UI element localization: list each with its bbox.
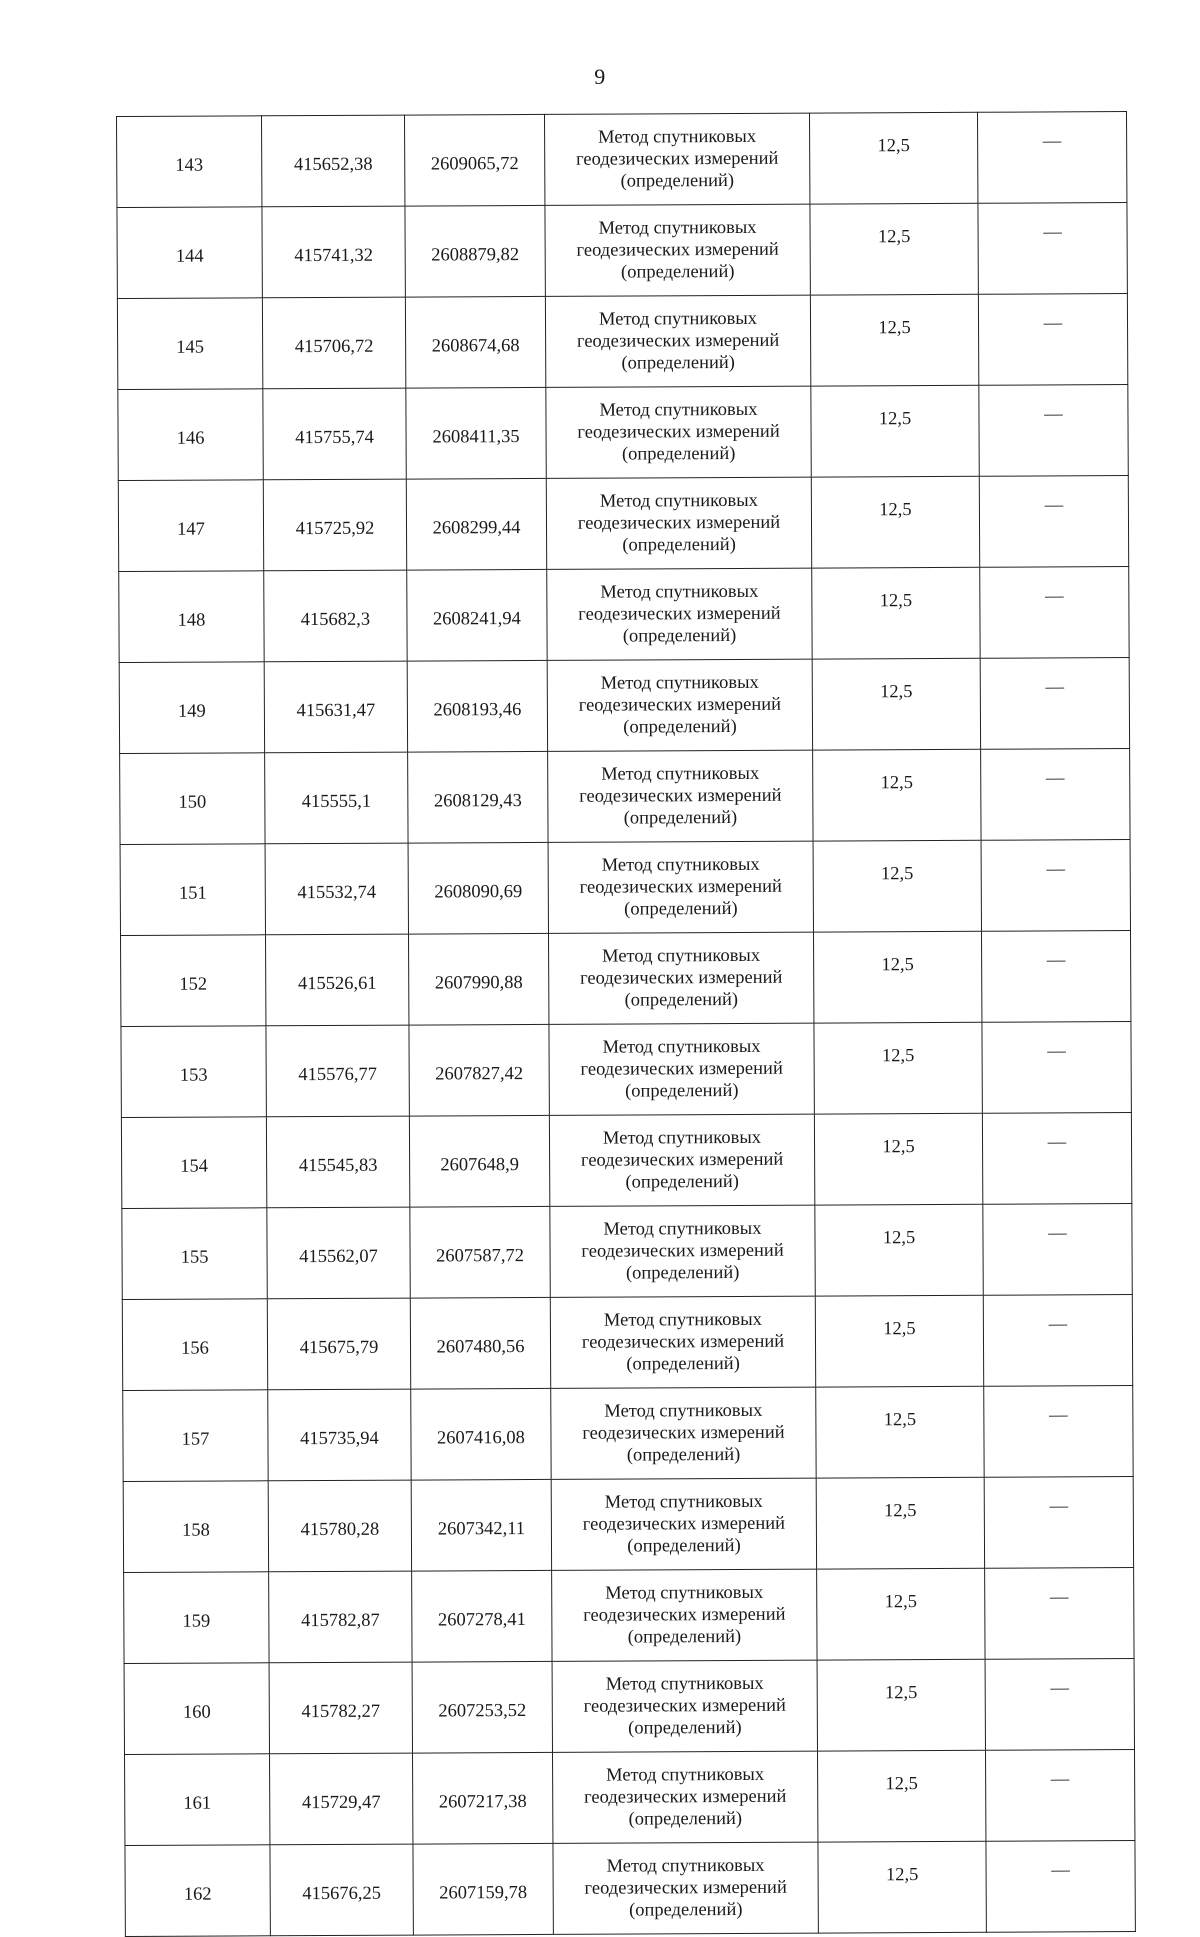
x-coordinate-cell: 415676,25 <box>270 1844 413 1936</box>
method-line: (определений) <box>623 807 738 829</box>
extra-cell: — <box>981 840 1130 932</box>
method-line: геодезических измерений <box>577 421 780 443</box>
y-coordinate-cell: 2608129,43 <box>408 751 548 843</box>
table-row <box>121 1022 1131 1118</box>
x-coordinate-cell: 415562,07 <box>267 1207 410 1299</box>
y-coordinate-cell: 2608411,35 <box>406 387 546 479</box>
method-line: Метод спутниковых <box>605 1582 764 1604</box>
point-number-cell: 153 <box>121 1026 266 1118</box>
method-line: Метод спутниковых <box>598 308 758 330</box>
method-line: (определений) <box>620 261 735 283</box>
method-line: (определений) <box>626 1444 741 1466</box>
method-line: Метод спутниковых <box>603 1309 762 1331</box>
page-number: 9 <box>594 64 606 89</box>
accuracy-cell: 12,5 <box>816 1386 984 1478</box>
x-coordinate-cell: 415735,94 <box>268 1389 411 1481</box>
point-number-cell: 149 <box>119 662 264 754</box>
table-row <box>121 1113 1131 1209</box>
method-cell <box>544 113 809 205</box>
extra-cell: — <box>983 1204 1132 1296</box>
x-coordinate-cell: 415782,87 <box>269 1571 412 1663</box>
table-row <box>119 658 1129 754</box>
table-row <box>125 1841 1135 1937</box>
method-line: геодезических измерений <box>576 330 780 352</box>
method-cell <box>545 295 810 387</box>
x-coordinate-cell: 415725,92 <box>263 479 406 571</box>
method-line: (определений) <box>628 1717 742 1739</box>
extra-cell: — <box>977 112 1126 204</box>
x-coordinate-cell: 415631,47 <box>264 661 407 753</box>
y-coordinate-cell: 2608090,69 <box>408 842 548 934</box>
extra-cell: — <box>982 1113 1131 1205</box>
method-line: геодезических измерений <box>583 1604 786 1626</box>
point-number-cell: 151 <box>120 844 265 936</box>
accuracy-cell: 12,5 <box>814 1022 982 1114</box>
method-line: геодезических измерений <box>580 967 783 989</box>
accuracy-cell: 12,5 <box>811 476 979 568</box>
method-line: (определений) <box>622 534 736 556</box>
table-row <box>117 203 1127 299</box>
x-coordinate-cell: 415755,74 <box>263 388 406 480</box>
method-cell <box>553 1842 818 1934</box>
accuracy-cell: 12,5 <box>817 1568 985 1660</box>
method-line: Метод спутниковых <box>602 1036 761 1058</box>
accuracy-cell: 12,5 <box>813 749 981 841</box>
method-line: Метод спутниковых <box>601 763 760 785</box>
y-coordinate-cell: 2607159,78 <box>413 1843 553 1935</box>
extra-cell: — <box>980 567 1129 659</box>
method-cell <box>552 1569 817 1661</box>
point-number-cell: 155 <box>122 1208 267 1300</box>
table-row <box>124 1659 1134 1755</box>
method-cell <box>551 1387 816 1479</box>
table-row <box>121 931 1131 1027</box>
table-row <box>125 1750 1135 1846</box>
method-line: (определений) <box>626 1353 740 1375</box>
point-number-cell: 154 <box>121 1117 266 1209</box>
method-line: геодезических измерений <box>582 1422 785 1444</box>
coordinates-table-container <box>116 111 1135 1937</box>
method-line: (определений) <box>628 1808 743 1830</box>
method-cell <box>546 386 811 478</box>
accuracy-cell: 12,5 <box>810 203 978 295</box>
y-coordinate-cell: 2607253,52 <box>412 1661 552 1753</box>
extra-cell: — <box>980 658 1129 750</box>
method-line: (определений) <box>625 1262 740 1284</box>
method-line: Метод спутниковых <box>604 1491 763 1513</box>
method-cell <box>551 1478 816 1570</box>
extra-cell: — <box>983 1295 1132 1387</box>
method-line: Метод спутниковых <box>605 1673 764 1695</box>
accuracy-cell: 12,5 <box>812 658 980 750</box>
x-coordinate-cell: 415782,27 <box>269 1662 412 1754</box>
accuracy-cell: 12,5 <box>817 1659 985 1751</box>
y-coordinate-cell: 2609065,72 <box>404 114 544 206</box>
x-coordinate-cell: 415545,83 <box>266 1116 409 1208</box>
method-cell <box>547 659 812 751</box>
accuracy-cell: 12,5 <box>809 112 977 204</box>
method-line: геодезических измерений <box>583 1695 786 1717</box>
accuracy-cell: 12,5 <box>818 1841 986 1933</box>
y-coordinate-cell: 2607990,88 <box>409 933 549 1025</box>
extra-cell: — <box>985 1750 1134 1842</box>
method-line: геодезических измерений <box>584 1877 787 1899</box>
accuracy-cell: 12,5 <box>812 567 980 659</box>
accuracy-cell: 12,5 <box>815 1295 983 1387</box>
x-coordinate-cell: 415526,61 <box>266 934 409 1026</box>
method-line: геодезических измерений <box>581 1331 785 1353</box>
point-number-cell: 157 <box>123 1390 268 1482</box>
method-line: Метод спутниковых <box>602 1127 762 1149</box>
x-coordinate-cell: 415729,47 <box>270 1753 413 1845</box>
point-number-cell: 162 <box>125 1845 270 1937</box>
method-line: (определений) <box>625 1171 739 1193</box>
y-coordinate-cell: 2607648,9 <box>409 1115 549 1207</box>
method-line: Метод спутниковых <box>606 1855 765 1877</box>
method-line: Метод спутниковых <box>600 672 759 694</box>
point-number-cell: 159 <box>124 1572 269 1664</box>
method-line: (определений) <box>621 443 736 465</box>
method-line: геодезических измерений <box>579 785 782 807</box>
accuracy-cell: 12,5 <box>816 1477 984 1569</box>
point-number-cell: 152 <box>121 935 266 1027</box>
method-cell <box>549 1114 814 1206</box>
table-row <box>117 294 1127 390</box>
accuracy-cell: 12,5 <box>813 840 981 932</box>
y-coordinate-cell: 2607827,42 <box>409 1024 549 1116</box>
method-line: (определений) <box>624 1080 739 1102</box>
y-coordinate-cell: 2607587,72 <box>410 1206 550 1298</box>
method-cell <box>549 1023 814 1115</box>
x-coordinate-cell: 415675,79 <box>267 1298 410 1390</box>
accuracy-cell: 12,5 <box>813 931 981 1023</box>
method-line: геодезических измерений <box>576 148 779 170</box>
method-line: Метод спутниковых <box>598 126 757 148</box>
method-line: (определений) <box>621 352 735 374</box>
method-cell <box>548 841 813 933</box>
table-row <box>122 1295 1132 1391</box>
table-row <box>118 476 1128 572</box>
method-line: геодезических измерений <box>584 1786 787 1808</box>
table-row <box>124 1568 1134 1664</box>
point-number-cell: 161 <box>125 1754 270 1846</box>
table-row <box>120 749 1130 845</box>
x-coordinate-cell: 415682,3 <box>264 570 407 662</box>
method-line: Метод спутниковых <box>604 1400 763 1422</box>
y-coordinate-cell: 2607342,11 <box>411 1479 551 1571</box>
x-coordinate-cell: 415706,72 <box>262 297 405 389</box>
table-row <box>117 112 1127 208</box>
method-line: (определений) <box>620 170 735 192</box>
x-coordinate-cell: 415576,77 <box>266 1025 409 1117</box>
method-cell <box>553 1751 818 1843</box>
point-number-cell: 144 <box>117 207 262 299</box>
extra-cell: — <box>984 1477 1133 1569</box>
extra-cell: — <box>982 1022 1131 1114</box>
extra-cell: — <box>984 1386 1133 1478</box>
method-line: Метод спутниковых <box>603 1218 762 1240</box>
method-line: (определений) <box>628 1899 743 1921</box>
method-line: (определений) <box>627 1626 742 1648</box>
y-coordinate-cell: 2608193,46 <box>407 660 547 752</box>
method-cell <box>548 750 813 842</box>
point-number-cell: 143 <box>117 116 262 208</box>
y-coordinate-cell: 2607416,08 <box>411 1388 551 1480</box>
method-cell <box>545 204 810 296</box>
table-row <box>122 1204 1132 1300</box>
method-line: (определений) <box>624 898 738 920</box>
table-row <box>119 567 1129 663</box>
accuracy-cell: 12,5 <box>815 1204 983 1296</box>
x-coordinate-cell: 415555,1 <box>265 752 408 844</box>
method-line: Метод спутниковых <box>598 217 757 239</box>
extra-cell: — <box>978 294 1127 386</box>
point-number-cell: 147 <box>118 480 263 572</box>
extra-cell: — <box>986 1841 1135 1933</box>
method-line: Метод спутниковых <box>599 399 758 421</box>
method-cell <box>547 568 812 660</box>
method-cell <box>552 1660 817 1752</box>
method-line: геодезических измерений <box>579 876 782 898</box>
method-line: (определений) <box>623 716 737 738</box>
extra-cell: — <box>985 1659 1134 1751</box>
method-line: Метод спутниковых <box>602 945 761 967</box>
extra-cell: — <box>985 1568 1134 1660</box>
x-coordinate-cell: 415652,38 <box>262 115 405 207</box>
y-coordinate-cell: 2607278,41 <box>412 1570 552 1662</box>
method-line: Метод спутниковых <box>601 854 760 876</box>
extra-cell: — <box>981 931 1130 1023</box>
point-number-cell: 160 <box>124 1663 269 1755</box>
method-line: геодезических измерений <box>578 694 782 716</box>
extra-cell: — <box>978 203 1127 295</box>
point-number-cell: 158 <box>123 1481 268 1573</box>
method-cell <box>550 1205 815 1297</box>
point-number-cell: 150 <box>120 753 265 845</box>
y-coordinate-cell: 2607480,56 <box>410 1297 550 1389</box>
y-coordinate-cell: 2608879,82 <box>405 205 545 297</box>
method-cell <box>546 477 811 569</box>
extra-cell: — <box>979 476 1128 568</box>
y-coordinate-cell: 2608241,94 <box>407 569 547 661</box>
extra-cell: — <box>979 385 1128 477</box>
extra-cell: — <box>981 749 1130 841</box>
accuracy-cell: 12,5 <box>811 385 979 477</box>
accuracy-cell: 12,5 <box>810 294 978 386</box>
table-row <box>123 1386 1133 1482</box>
point-number-cell: 146 <box>118 389 263 481</box>
table-body <box>117 112 1136 1937</box>
table-row <box>118 385 1128 481</box>
method-line: геодезических измерений <box>578 603 781 625</box>
y-coordinate-cell: 2607217,38 <box>413 1752 553 1844</box>
method-line: геодезических измерений <box>582 1513 786 1535</box>
x-coordinate-cell: 415741,32 <box>262 206 405 298</box>
method-line: Метод спутниковых <box>600 581 759 603</box>
method-line: геодезических измерений <box>577 512 781 534</box>
table-row <box>120 840 1130 936</box>
point-number-cell: 156 <box>122 1299 267 1391</box>
y-coordinate-cell: 2608674,68 <box>405 296 545 388</box>
accuracy-cell: 12,5 <box>817 1750 985 1842</box>
point-number-cell: 148 <box>119 571 264 663</box>
method-line: (определений) <box>624 989 739 1011</box>
method-line: геодезических измерений <box>580 1058 783 1080</box>
x-coordinate-cell: 415780,28 <box>268 1480 411 1572</box>
accuracy-cell: 12,5 <box>814 1113 982 1205</box>
method-line: (определений) <box>622 625 737 647</box>
point-number-cell: 145 <box>117 298 262 390</box>
method-line: Метод спутниковых <box>606 1764 765 1786</box>
x-coordinate-cell: 415532,74 <box>265 843 408 935</box>
method-line: геодезических измерений <box>576 239 779 261</box>
coordinates-table <box>116 111 1136 1937</box>
method-cell <box>548 932 813 1024</box>
table-row <box>123 1477 1133 1573</box>
method-line: Метод спутниковых <box>599 490 758 512</box>
method-cell <box>550 1296 815 1388</box>
method-line: геодезических измерений <box>580 1149 784 1171</box>
method-line: геодезических измерений <box>581 1240 784 1262</box>
method-line: (определений) <box>627 1535 741 1557</box>
y-coordinate-cell: 2608299,44 <box>406 478 546 570</box>
